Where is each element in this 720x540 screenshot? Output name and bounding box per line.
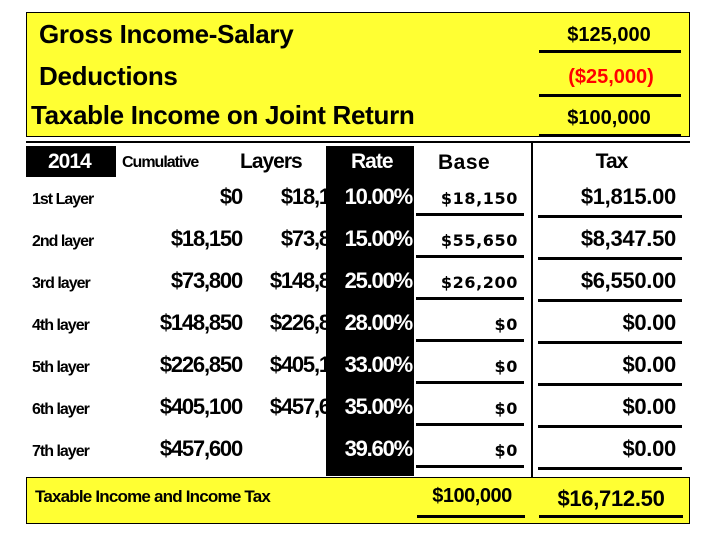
layers-header: Layers — [240, 150, 302, 173]
layer-label: 7th layer — [32, 443, 89, 460]
total-tax-value: $16,712.50 — [557, 486, 665, 511]
base-value: $0 — [494, 399, 518, 418]
totals-panel — [26, 477, 690, 524]
layers-value: $73,800 — [280, 226, 352, 251]
tax-value: $8,347.50 — [580, 226, 676, 251]
deductions-underline — [539, 94, 681, 97]
base-value: $0 — [494, 357, 518, 376]
rate-value: 35.00% — [344, 394, 412, 419]
base-value: $0 — [494, 441, 518, 460]
gross-income-value: $125,000 — [567, 24, 651, 46]
total-base-value: $100,000 — [432, 485, 512, 507]
year-header: 2014 — [48, 150, 91, 173]
tax-value: $1,815.00 — [580, 184, 676, 209]
total-base-underline — [417, 515, 525, 518]
layers-value: $405,100 — [269, 352, 352, 377]
rate-value: 10.00% — [344, 184, 412, 209]
cumulative-value: $405,100 — [159, 394, 242, 419]
cumulative-header: Cumulative — [122, 154, 199, 171]
gross-income-label: Gross Income-Salary — [39, 19, 294, 49]
rate-value: 33.00% — [344, 352, 412, 377]
layer-label: 4th layer — [32, 317, 89, 334]
layers-value: $18,150 — [280, 184, 352, 209]
layer-label: 2nd layer — [32, 233, 94, 250]
tax-underline — [538, 383, 682, 386]
tax-value: $0.00 — [622, 436, 676, 461]
layer-label: 6th layer — [32, 401, 89, 418]
tax-underline — [538, 341, 682, 344]
tax-header: Tax — [595, 150, 628, 173]
layers-value: $457,600 — [269, 394, 352, 419]
base-underline — [416, 255, 524, 258]
tax-value: $0.00 — [622, 310, 676, 335]
total-tax-underline — [539, 515, 683, 518]
income-summary-panel — [26, 12, 690, 137]
layers-value: $226,850 — [269, 310, 352, 335]
base-underline — [416, 423, 524, 426]
base-header: Base — [438, 151, 491, 174]
tax-underline — [538, 425, 682, 428]
cumulative-value: $0 — [219, 184, 242, 209]
cumulative-value: $73,800 — [170, 268, 242, 293]
base-value: $55,650 — [440, 231, 518, 250]
layer-label: 1st Layer — [32, 191, 94, 208]
cumulative-value: $226,850 — [159, 352, 242, 377]
rate-header: Rate — [351, 150, 393, 173]
rate-value: 25.00% — [344, 268, 412, 293]
cumulative-value: $18,150 — [170, 226, 242, 251]
base-value: $18,150 — [440, 189, 518, 208]
deductions-label: Deductions — [39, 61, 178, 91]
base-underline — [416, 465, 524, 468]
deductions-value: ($25,000) — [568, 66, 654, 88]
base-value: $26,200 — [440, 273, 518, 292]
taxable-income-label: Taxable Income on Joint Return — [31, 100, 415, 130]
taxable-income-value: $100,000 — [567, 107, 651, 129]
tax-underline — [538, 299, 682, 302]
base-underline — [416, 381, 524, 384]
tax-underline — [538, 257, 682, 260]
totals-label: Taxable Income and Income Tax — [35, 487, 271, 506]
cumulative-value: $457,600 — [159, 436, 242, 461]
layer-label: 3rd layer — [32, 275, 90, 292]
tax-underline — [538, 467, 682, 470]
tax-value: $0.00 — [622, 394, 676, 419]
tax-underline — [538, 215, 682, 218]
layers-value: $148,850 — [269, 268, 352, 293]
tax-value: $6,550.00 — [580, 268, 676, 293]
rate-value: 28.00% — [344, 310, 412, 335]
cumulative-value: $148,850 — [159, 310, 242, 335]
layer-label: 5th layer — [32, 359, 89, 376]
tax-value: $0.00 — [622, 352, 676, 377]
base-underline — [416, 213, 524, 216]
gross-income-underline — [539, 50, 681, 53]
base-underline — [416, 339, 524, 342]
table-top-rule — [26, 141, 690, 143]
tax-bracket-table — [26, 137, 690, 477]
base-underline — [416, 297, 524, 300]
base-value: $0 — [494, 315, 518, 334]
rate-value: 39.60% — [344, 436, 412, 461]
rate-value: 15.00% — [344, 226, 412, 251]
